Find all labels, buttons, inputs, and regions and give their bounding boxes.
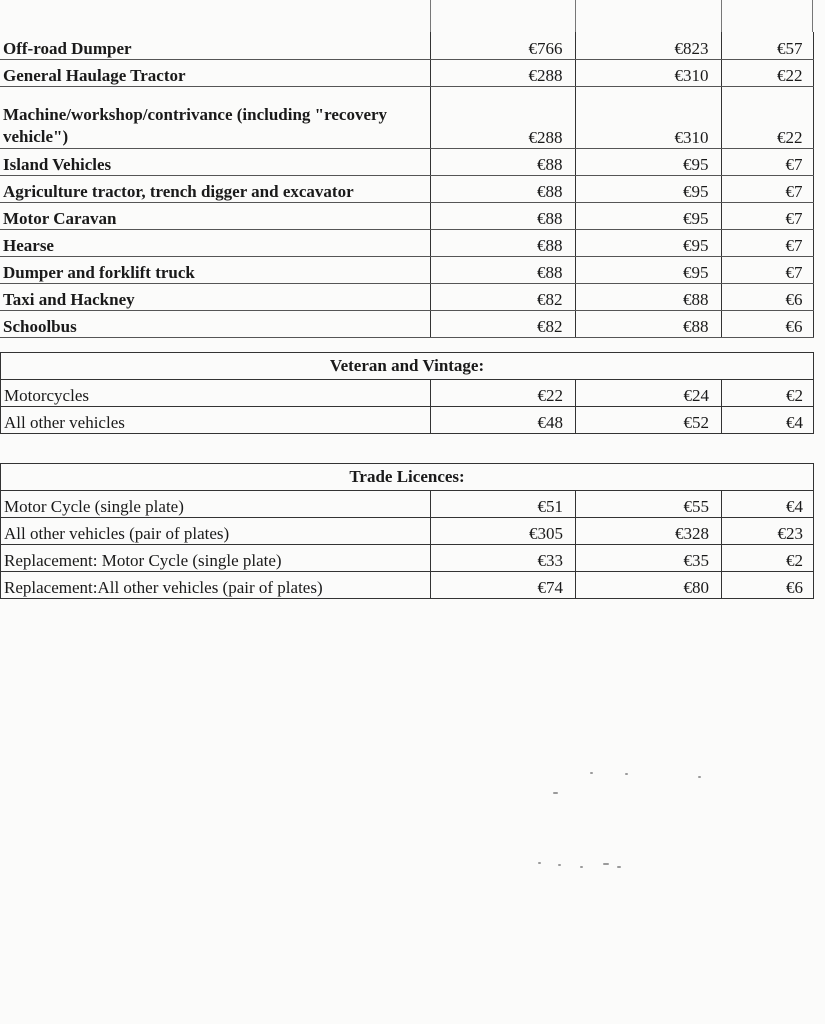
fee-value: €22 (721, 59, 813, 86)
table-row (0, 202, 813, 229)
table-row (0, 175, 813, 202)
row-label: Replacement:All other vehicles (pair of plates) (1, 572, 431, 599)
fee-value: €766 (430, 32, 575, 59)
fee-value: €57 (721, 32, 813, 59)
fee-value: €95 (575, 229, 721, 256)
row-label: Schoolbus (0, 310, 430, 337)
table-row (0, 256, 813, 283)
vehicle-fee-table (0, 32, 814, 338)
row-label: All other vehicles (1, 407, 431, 434)
fee-value: €6 (721, 310, 813, 337)
fee-value: €95 (575, 175, 721, 202)
fee-value: €6 (722, 572, 814, 599)
row-label: Off-road Dumper (0, 32, 430, 59)
fee-value: €88 (430, 256, 575, 283)
fee-value: €51 (431, 491, 576, 518)
row-label: Motor Cycle (single plate) (1, 491, 431, 518)
table-row (1, 572, 814, 599)
fee-value: €80 (576, 572, 722, 599)
fee-value: €6 (721, 283, 813, 310)
fee-value: €82 (430, 310, 575, 337)
fee-value: €328 (576, 518, 722, 545)
table-row (0, 148, 813, 175)
row-label: Motorcycles (1, 380, 431, 407)
row-label: General Haulage Tractor (0, 59, 430, 86)
row-label: Motor Caravan (0, 202, 430, 229)
section-heading-row (1, 464, 814, 491)
table-row (1, 407, 814, 434)
row-label: Agriculture tractor, trench digger and excavator (0, 175, 430, 202)
column-rule-top (575, 0, 576, 32)
fee-value: €88 (575, 310, 721, 337)
trade-licences-table (0, 463, 814, 599)
fee-value: €2 (722, 380, 814, 407)
fee-value: €24 (576, 380, 722, 407)
fee-value: €4 (722, 491, 814, 518)
fee-value: €288 (430, 59, 575, 86)
row-label: Hearse (0, 229, 430, 256)
scan-speck (558, 864, 561, 866)
fee-value: €2 (722, 545, 814, 572)
fee-value: €4 (722, 407, 814, 434)
section-heading-row (1, 353, 814, 380)
scan-speck (580, 866, 583, 868)
fee-value: €310 (575, 86, 721, 148)
table-row (1, 380, 814, 407)
fee-value: €35 (576, 545, 722, 572)
fee-value: €288 (430, 86, 575, 148)
table-row (0, 310, 813, 337)
fee-value: €33 (431, 545, 576, 572)
table-row (0, 229, 813, 256)
column-rule-top (812, 0, 813, 32)
fee-value: €88 (430, 148, 575, 175)
column-rule-top (430, 0, 431, 32)
fee-value: €7 (721, 229, 813, 256)
fee-value: €22 (431, 380, 576, 407)
fee-value: €88 (430, 202, 575, 229)
fee-value: €55 (576, 491, 722, 518)
fee-value: €7 (721, 148, 813, 175)
fee-value: €88 (430, 229, 575, 256)
row-label: Taxi and Hackney (0, 283, 430, 310)
table-row (1, 518, 814, 545)
fee-value: €23 (722, 518, 814, 545)
veteran-vintage-table (0, 352, 814, 434)
row-label: Replacement: Motor Cycle (single plate) (1, 545, 431, 572)
table-row (1, 545, 814, 572)
fee-value: €7 (721, 175, 813, 202)
fee-value: €823 (575, 32, 721, 59)
fee-value: €95 (575, 202, 721, 229)
scan-speck (603, 863, 609, 865)
table-row (1, 491, 814, 518)
fee-value: €82 (430, 283, 575, 310)
fee-value: €305 (431, 518, 576, 545)
scan-speck (590, 772, 593, 774)
table-row (0, 32, 813, 59)
scan-speck (538, 862, 541, 864)
row-label: Island Vehicles (0, 148, 430, 175)
table-row (0, 59, 813, 86)
table-row (0, 283, 813, 310)
scan-speck (617, 866, 621, 868)
fee-value: €88 (430, 175, 575, 202)
section-heading: Trade Licences: (1, 464, 814, 491)
fee-value: €22 (721, 86, 813, 148)
fee-value: €74 (431, 572, 576, 599)
section-heading: Veteran and Vintage: (1, 353, 814, 380)
fee-value: €7 (721, 202, 813, 229)
row-label: All other vehicles (pair of plates) (1, 518, 431, 545)
scan-speck (553, 792, 558, 794)
row-label: Dumper and forklift truck (0, 256, 430, 283)
fee-value: €95 (575, 256, 721, 283)
fee-value: €88 (575, 283, 721, 310)
scan-speck (625, 773, 628, 775)
fee-value: €52 (576, 407, 722, 434)
column-rule-top (721, 0, 722, 32)
fee-value: €7 (721, 256, 813, 283)
row-label: Machine/workshop/contrivance (including "recovery vehicle") (0, 86, 430, 148)
table-row (0, 86, 813, 148)
fee-value: €310 (575, 59, 721, 86)
fee-value: €95 (575, 148, 721, 175)
scan-speck (698, 776, 701, 778)
fee-value: €48 (431, 407, 576, 434)
